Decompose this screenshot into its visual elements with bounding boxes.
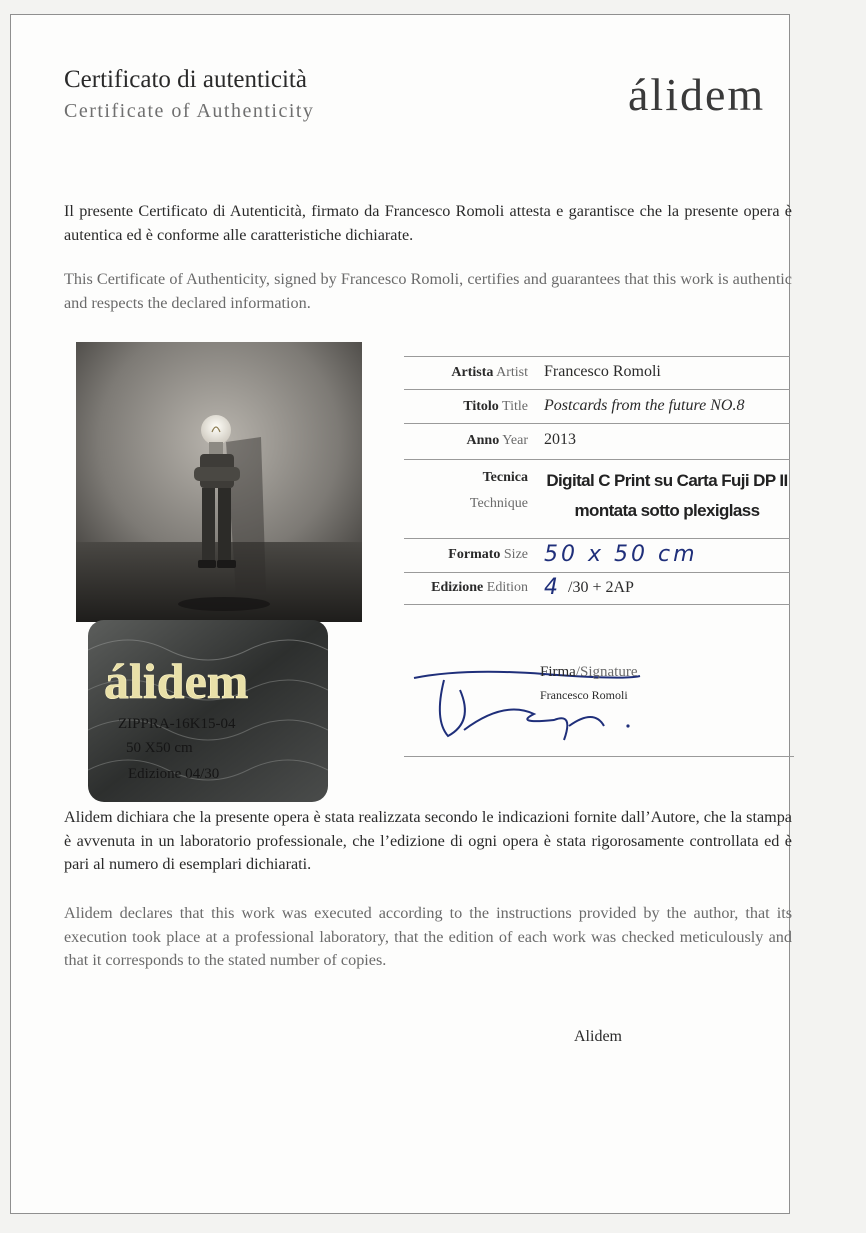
- hologram-brand: álidem: [104, 653, 249, 709]
- details-row-artist: [404, 356, 790, 389]
- year-value: 2013: [544, 431, 576, 448]
- hologram-serial: ZIPPRA-16K15-04: [118, 716, 236, 732]
- title-label: Titolo Title: [463, 399, 528, 414]
- details-row-technique: [404, 459, 790, 538]
- technique-label-english: Technique: [469, 496, 528, 511]
- hologram-sticker: [88, 620, 328, 802]
- details-row-size: [404, 538, 790, 572]
- hologram-size: 50 X50 cm: [126, 740, 193, 756]
- artwork-details-table: [404, 356, 790, 605]
- intro-italian: Il presente Certificato di Autenticità, firmato da Francesco Romoli attesta e garantisce che la presente opera è autentica ed è conforme alle caratteristiche dichiarate.: [64, 202, 792, 244]
- edition-label: Edizione Edition: [431, 580, 528, 595]
- artist-value: Francesco Romoli: [544, 363, 661, 380]
- signature-block: [404, 660, 794, 757]
- details-row-edition: [404, 572, 790, 605]
- alidem-logo: álidem: [628, 69, 766, 120]
- closing-signoff: Alidem: [574, 1028, 622, 1045]
- title-value: Postcards from the future NO.8: [544, 397, 745, 414]
- edition-total: /30 + 2AP: [568, 579, 634, 596]
- hologram-edition: Edizione 04/30: [128, 766, 220, 782]
- certificate-title-italian: Certificato di autenticità: [64, 66, 307, 93]
- details-row-title: [404, 389, 790, 423]
- details-row-year: [404, 423, 790, 459]
- certificate-title-english: Certificate of Authenticity: [64, 100, 315, 122]
- technique-value-line2: montata sotto plexiglass: [574, 501, 760, 520]
- signature-name: Francesco Romoli: [540, 688, 628, 702]
- artwork-photo: [76, 342, 362, 622]
- technique-value-line1: Digital C Print su Carta Fuji DP II: [546, 471, 788, 490]
- edition-handwritten-number: 4: [544, 575, 558, 600]
- artist-label: Artista Artist: [451, 365, 528, 380]
- intro-english: This Certificate of Authenticity, signed by Francesco Romoli, certifies and guarantees that this work is authentic and respects the declared information.: [64, 270, 792, 312]
- size-label: Formato Size: [448, 547, 528, 562]
- technique-label-italian: Tecnica: [482, 470, 528, 485]
- declaration-italian: Alidem dichiara che la presente opera è stata realizzata secondo le indicazioni fornite dall’Autore, che la stampa è avvenuta in un laboratorio professionale, che l’edizione di ogni opera è stata rigorosamente controllata ed è pari al numero di esemplari dichiarati.: [64, 808, 792, 873]
- declaration-english: Alidem declares that this work was executed according to the instructions provided by the author, that its execution took place at a professional laboratory, that the edition of each work was checked meticulously and that it corresponds to the stated number of copies.: [64, 904, 792, 969]
- signature-label: Firma/Signature: [540, 664, 638, 680]
- size-handwritten-value: 50 x 50 cm: [544, 542, 698, 567]
- year-label: Anno Year: [466, 433, 528, 448]
